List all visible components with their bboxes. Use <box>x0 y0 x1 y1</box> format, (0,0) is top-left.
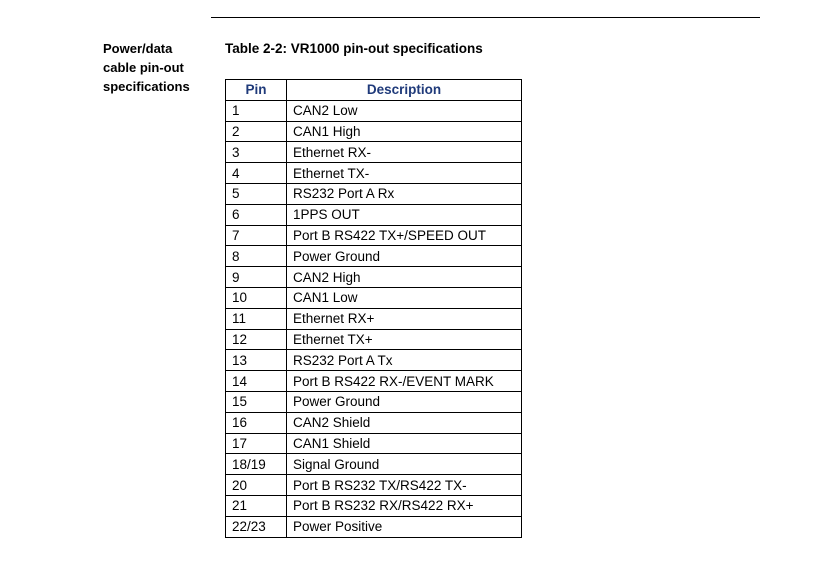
description-cell: CAN2 High <box>287 267 522 288</box>
table-row <box>226 287 522 308</box>
table-row <box>226 204 522 225</box>
table-row <box>226 308 522 329</box>
description-cell: CAN1 Low <box>287 287 522 308</box>
pin-cell: 6 <box>226 204 287 225</box>
column-header-description: Description <box>287 80 522 101</box>
description-cell: Port B RS232 RX/RS422 RX+ <box>287 495 522 516</box>
pin-cell: 4 <box>226 163 287 184</box>
description-cell: Power Positive <box>287 516 522 537</box>
pin-cell: 10 <box>226 287 287 308</box>
pin-cell: 7 <box>226 225 287 246</box>
description-cell: RS232 Port A Tx <box>287 350 522 371</box>
pin-cell: 20 <box>226 475 287 496</box>
pin-cell: 17 <box>226 433 287 454</box>
description-cell: Port B RS422 TX+/SPEED OUT <box>287 225 522 246</box>
pin-cell: 14 <box>226 371 287 392</box>
table-row <box>226 495 522 516</box>
pin-cell: 18/19 <box>226 454 287 475</box>
description-cell: CAN1 High <box>287 121 522 142</box>
pin-cell: 11 <box>226 308 287 329</box>
table-caption: Table 2-2: VR1000 pin-out specifications <box>225 41 483 56</box>
pin-cell: 16 <box>226 412 287 433</box>
table-row <box>226 100 522 121</box>
pin-cell: 8 <box>226 246 287 267</box>
description-cell: CAN2 Shield <box>287 412 522 433</box>
description-cell: Power Ground <box>287 391 522 412</box>
description-cell: Ethernet RX- <box>287 142 522 163</box>
description-cell: CAN1 Shield <box>287 433 522 454</box>
table-row <box>226 246 522 267</box>
table-row <box>226 121 522 142</box>
pin-cell: 13 <box>226 350 287 371</box>
table-row <box>226 412 522 433</box>
side-heading: Power/data cable pin-out specifications <box>103 41 190 94</box>
description-cell: CAN2 Low <box>287 100 522 121</box>
pin-cell: 15 <box>226 391 287 412</box>
table-row <box>226 267 522 288</box>
pinout-table <box>225 79 522 538</box>
pin-cell: 9 <box>226 267 287 288</box>
table-row <box>226 454 522 475</box>
description-cell: Ethernet RX+ <box>287 308 522 329</box>
pin-cell: 21 <box>226 495 287 516</box>
table-row <box>226 475 522 496</box>
table-row <box>226 163 522 184</box>
pin-cell: 22/23 <box>226 516 287 537</box>
table-body <box>226 100 522 537</box>
table-row <box>226 350 522 371</box>
description-cell: Ethernet TX+ <box>287 329 522 350</box>
description-cell: Signal Ground <box>287 454 522 475</box>
description-cell: Ethernet TX- <box>287 163 522 184</box>
description-cell: Port B RS232 TX/RS422 TX- <box>287 475 522 496</box>
description-cell: Power Ground <box>287 246 522 267</box>
description-cell: Port B RS422 RX-/EVENT MARK <box>287 371 522 392</box>
table-row <box>226 433 522 454</box>
pin-cell: 2 <box>226 121 287 142</box>
table-row <box>226 516 522 537</box>
table-row <box>226 391 522 412</box>
pin-cell: 3 <box>226 142 287 163</box>
table-row <box>226 371 522 392</box>
description-cell: RS232 Port A Rx <box>287 183 522 204</box>
table-row <box>226 329 522 350</box>
table-header-row <box>226 80 522 101</box>
pin-cell: 1 <box>226 100 287 121</box>
table-row <box>226 225 522 246</box>
top-rule <box>211 17 760 18</box>
description-cell: 1PPS OUT <box>287 204 522 225</box>
pin-cell: 12 <box>226 329 287 350</box>
table-row <box>226 142 522 163</box>
table-row <box>226 183 522 204</box>
column-header-pin: Pin <box>226 80 287 101</box>
pin-cell: 5 <box>226 183 287 204</box>
